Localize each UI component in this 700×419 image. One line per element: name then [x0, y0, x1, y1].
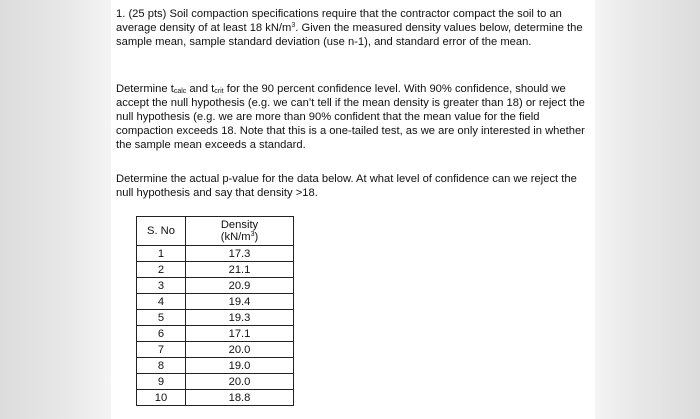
- left-margin-shadow: [0, 0, 111, 419]
- cell-sno: 2: [137, 262, 186, 278]
- cell-sno: 7: [137, 342, 186, 358]
- problem-number: 1.: [116, 8, 126, 20]
- table-row: [137, 390, 294, 406]
- header-density: [186, 217, 294, 246]
- cell-sno: 10: [137, 390, 186, 406]
- header-density-unit: (kN/m: [220, 231, 251, 243]
- table-row: [137, 294, 294, 310]
- cell-density: 18.8: [186, 390, 294, 406]
- problem-points: (25 pts): [128, 8, 167, 20]
- hypothesis-text-c: for the 90 percent confidence level. With 90% confidence, should we accept the null hypothesis (e.g. we can’t tell if the mean density is greater than 18) or reject the null hypothesis (e.g. we are more than 90% confident that the mean value for the field compaction exceeds 18. Note that this is a one-tailed test, as we are only interested in whether the sample mean exceeds a standard.: [116, 83, 585, 151]
- table-row: [137, 342, 294, 358]
- cell-sno: 6: [137, 326, 186, 342]
- cell-density: 19.3: [186, 310, 294, 326]
- table-row: [137, 358, 294, 374]
- header-sno: S. No: [137, 217, 186, 246]
- t-calc-subscript: calc: [173, 88, 187, 95]
- cell-sno: 8: [137, 358, 186, 374]
- density-table: [136, 216, 294, 406]
- hypothesis-text-a: Determine t: [116, 83, 174, 95]
- cell-density: 17.1: [186, 326, 294, 342]
- table-row: [137, 326, 294, 342]
- header-density-unit-close: ): [254, 231, 259, 243]
- hypothesis-question: [116, 82, 590, 152]
- problem-statement: [116, 7, 590, 49]
- table-header-row: [137, 217, 294, 246]
- cell-sno: 3: [137, 278, 186, 294]
- right-margin-shadow: [595, 0, 700, 419]
- table-row: [137, 278, 294, 294]
- cell-density: 20.0: [186, 342, 294, 358]
- hypothesis-text-b: and t: [186, 83, 215, 95]
- cell-density: 19.4: [186, 294, 294, 310]
- cell-sno: 1: [137, 246, 186, 262]
- table-row: [137, 262, 294, 278]
- table-row: [137, 374, 294, 390]
- cell-sno: 5: [137, 310, 186, 326]
- problem-text-rest: . Given the measured density values below, determine the sample mean, sample standard deviation (use n-1), and standard error of the mean.: [116, 22, 583, 48]
- p-value-question: Determine the actual p-value for the data below. At what level of confidence can we reject the null hypothesis and say that density >18.: [116, 173, 577, 199]
- cell-sno: 9: [137, 374, 186, 390]
- problem-text: Soil compaction specifications require that the contractor compact the soil to an average density of at least 18 kN/m: [116, 8, 562, 34]
- cell-density: 20.0: [186, 374, 294, 390]
- header-density-sup: 3: [250, 231, 255, 238]
- unit-superscript: 3: [291, 22, 296, 29]
- t-crit-subscript: crit: [214, 88, 224, 95]
- cell-density: 17.3: [186, 246, 294, 262]
- table-row: [137, 246, 294, 262]
- header-density-label: Density: [220, 219, 259, 231]
- cell-density: 19.0: [186, 358, 294, 374]
- cell-density: 21.1: [186, 262, 294, 278]
- cell-sno: 4: [137, 294, 186, 310]
- table-row: [137, 310, 294, 326]
- cell-density: 20.9: [186, 278, 294, 294]
